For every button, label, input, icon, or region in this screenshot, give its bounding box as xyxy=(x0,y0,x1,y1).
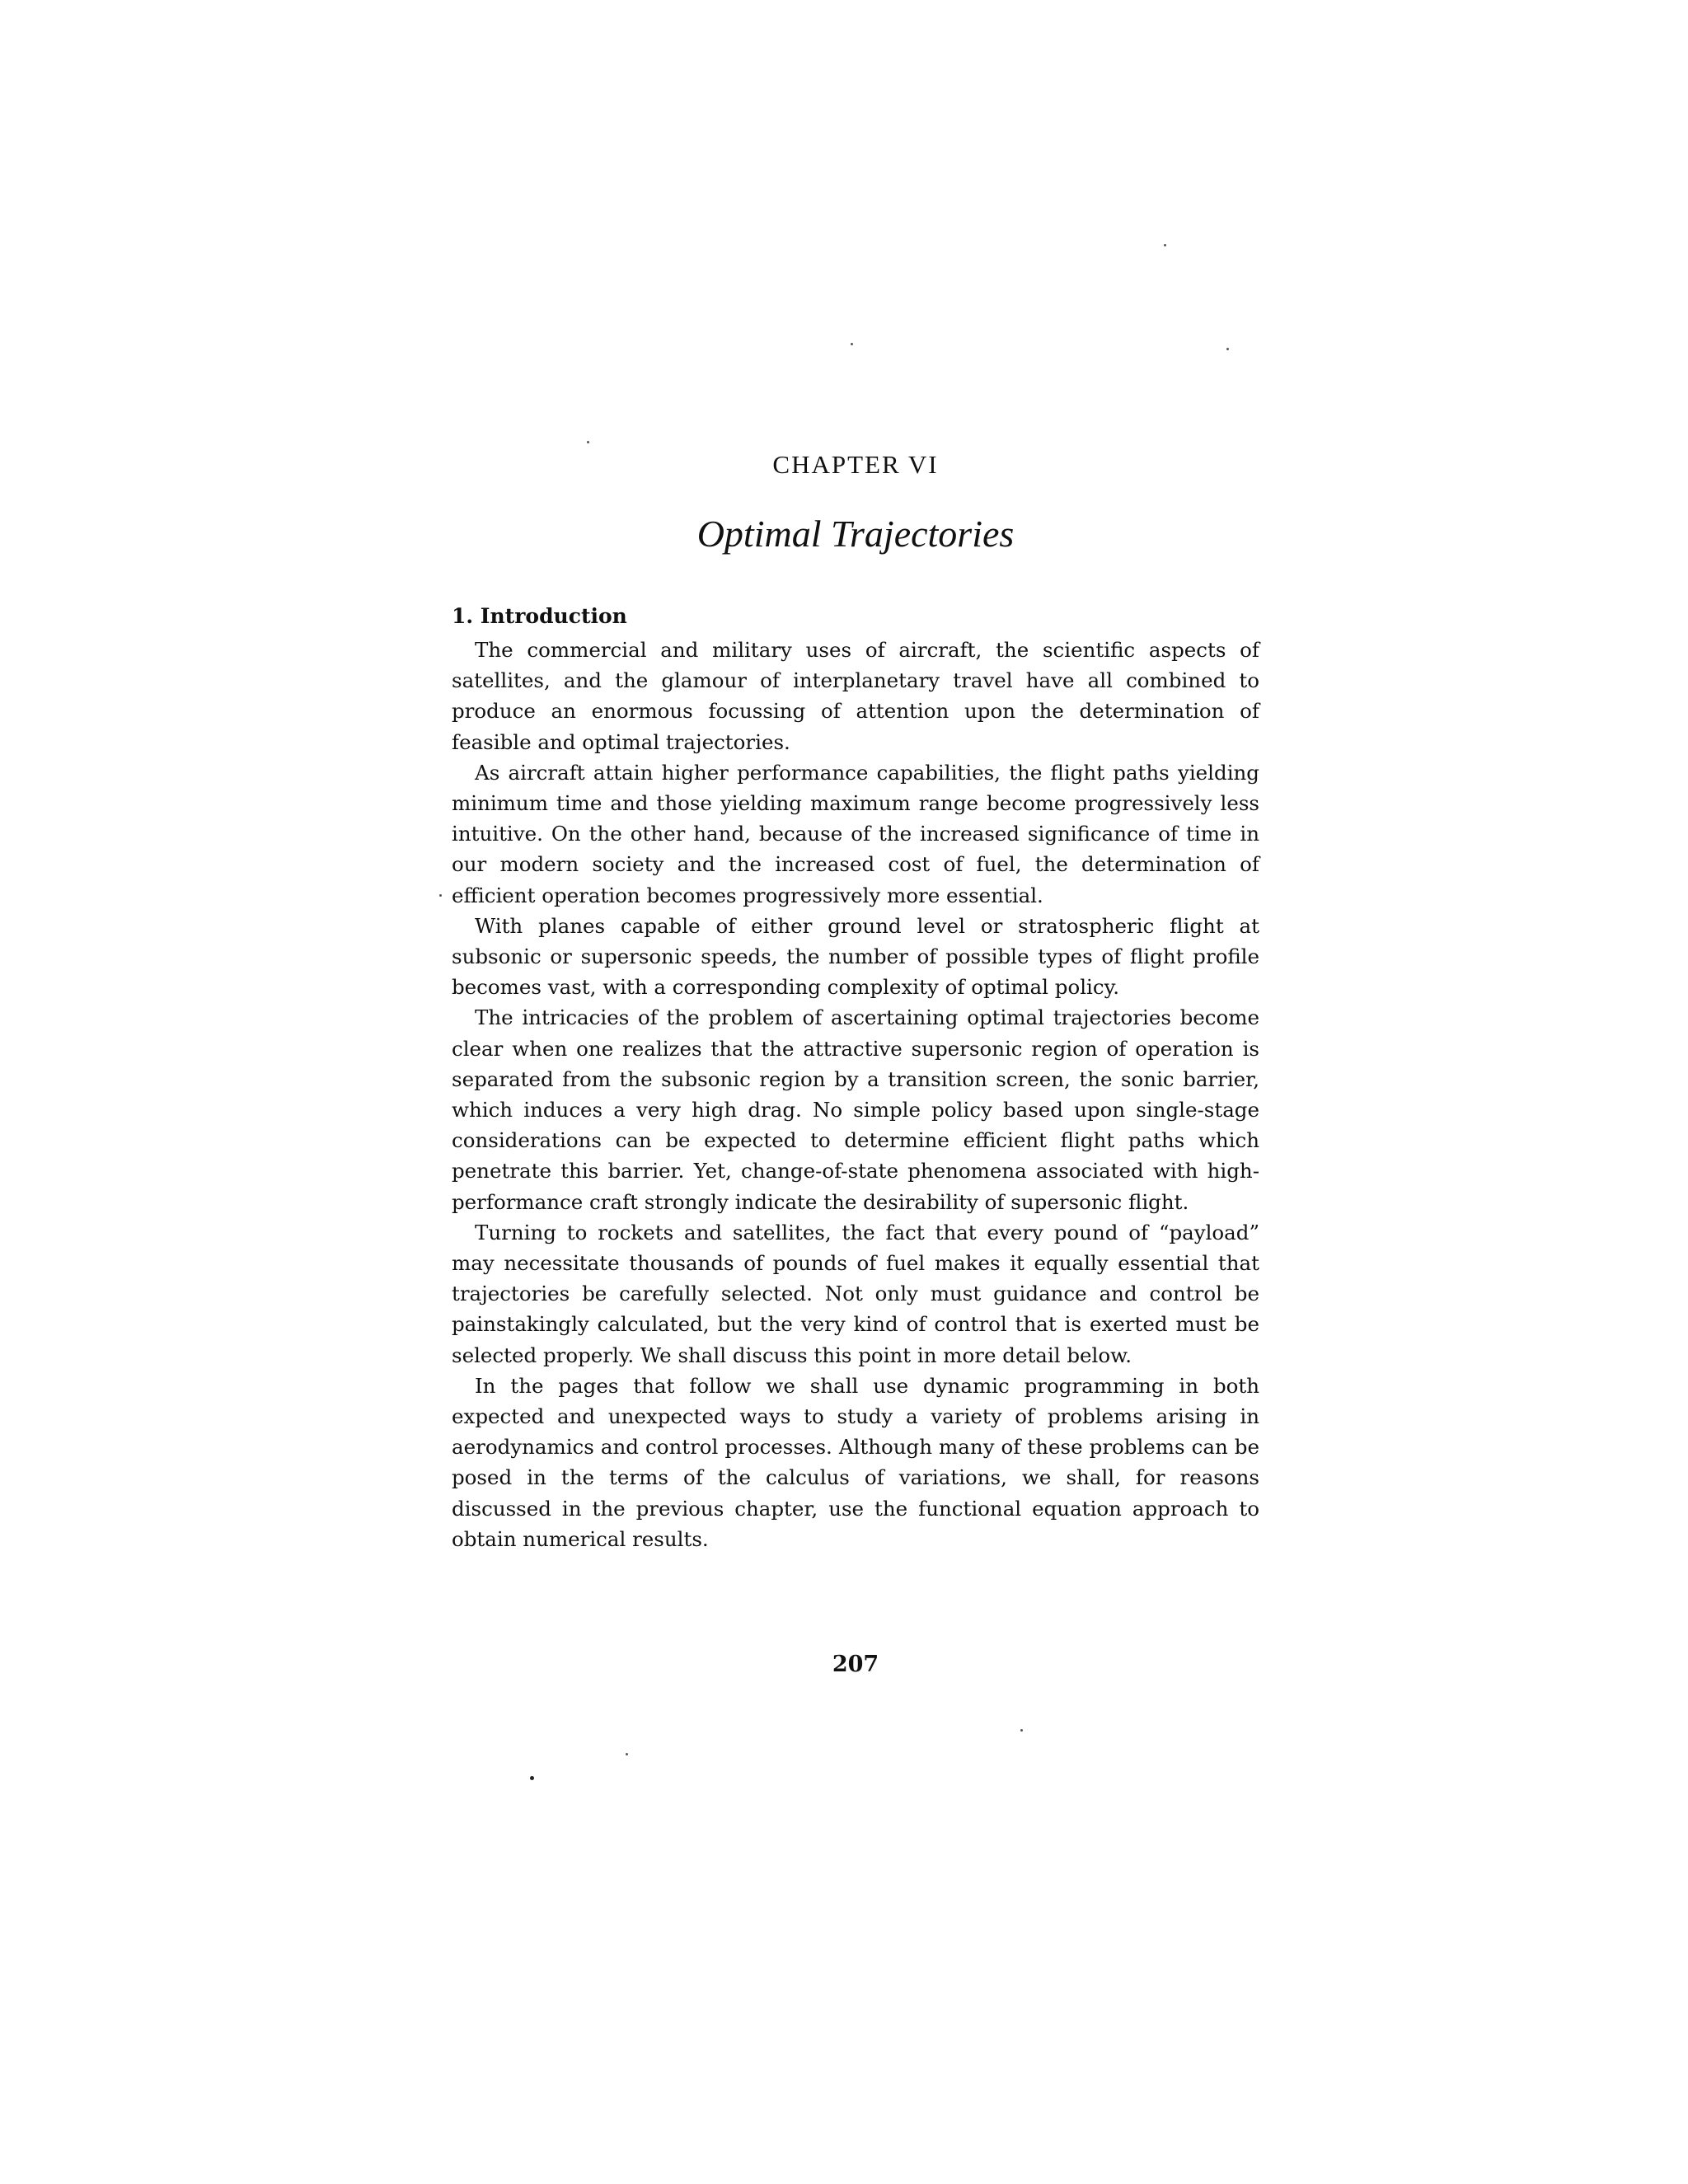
paragraph: As aircraft attain higher performance capabilities, the flight paths yielding minimum time and those yielding maximum range become progressively less intuitive. On the other hand, because of the increased significance of time in our modern society and the increased cost of fuel, the determination of efficient operation becomes progressively more essential. xyxy=(452,760,1259,907)
paragraph: Turning to rockets and satellites, the fact that every pound of “payload” may necessitate thousands of pounds of fuel makes it equally essential that trajectories be carefully selected. Not only must guidance and control be painstakingly calculated, but the very kind of control that is exerted must be selected properly. We shall discuss this point in more detail below. xyxy=(452,1220,1259,1367)
section-heading: 1. Introduction xyxy=(452,604,627,628)
paragraph: The intricacies of the problem of ascertaining optimal trajectories become clear when one realizes that the attractive supersonic region of operation is separated from the subsonic region by a transition screen, the sonic barrier, which induces a very high drag. No simple policy based upon single-stage considerations can be expected to determine efficient flight paths which penetrate this barrier. Yet, change-of-state phenomena associated with high-performance craft strongly indicate the desirability of supersonic flight. xyxy=(452,1005,1259,1214)
chapter-title: Optimal Trajectories xyxy=(696,513,1015,555)
scan-speck xyxy=(851,343,853,345)
body-text xyxy=(452,635,1259,1554)
scan-speck xyxy=(439,894,442,897)
page-number: 207 xyxy=(832,1652,879,1677)
paragraph: With planes capable of either ground level or stratospheric flight at subsonic or supersonic speeds, the number of possible types of flight profile becomes vast, with a corresponding complexity of optimal policy. xyxy=(452,913,1259,1000)
paragraph: In the pages that follow we shall use dynamic programming in both expected and unexpected ways to study a variety of problems arising in aerodynamics and control processes. Although many of these problems can be posed in the terms of the calculus of variations, we shall, for reasons discussed in the previous chapter, use the functional equation approach to obtain numerical results. xyxy=(452,1373,1259,1551)
scan-speck xyxy=(1226,348,1229,350)
scan-speck xyxy=(626,1753,628,1755)
scan-speck xyxy=(587,441,589,443)
chapter-label: CHAPTER VI xyxy=(772,450,939,479)
scan-speck xyxy=(1020,1729,1023,1732)
paragraph: The commercial and military uses of aircraft, the scientific aspects of satellites, and the glamour of interplanetary travel have all combined to produce an enormous focussing of attention upon the determination of feasible and optimal trajectories. xyxy=(452,638,1259,754)
scan-speck xyxy=(1164,244,1166,246)
scan-speck xyxy=(530,1776,534,1780)
book-page xyxy=(452,445,1259,1722)
